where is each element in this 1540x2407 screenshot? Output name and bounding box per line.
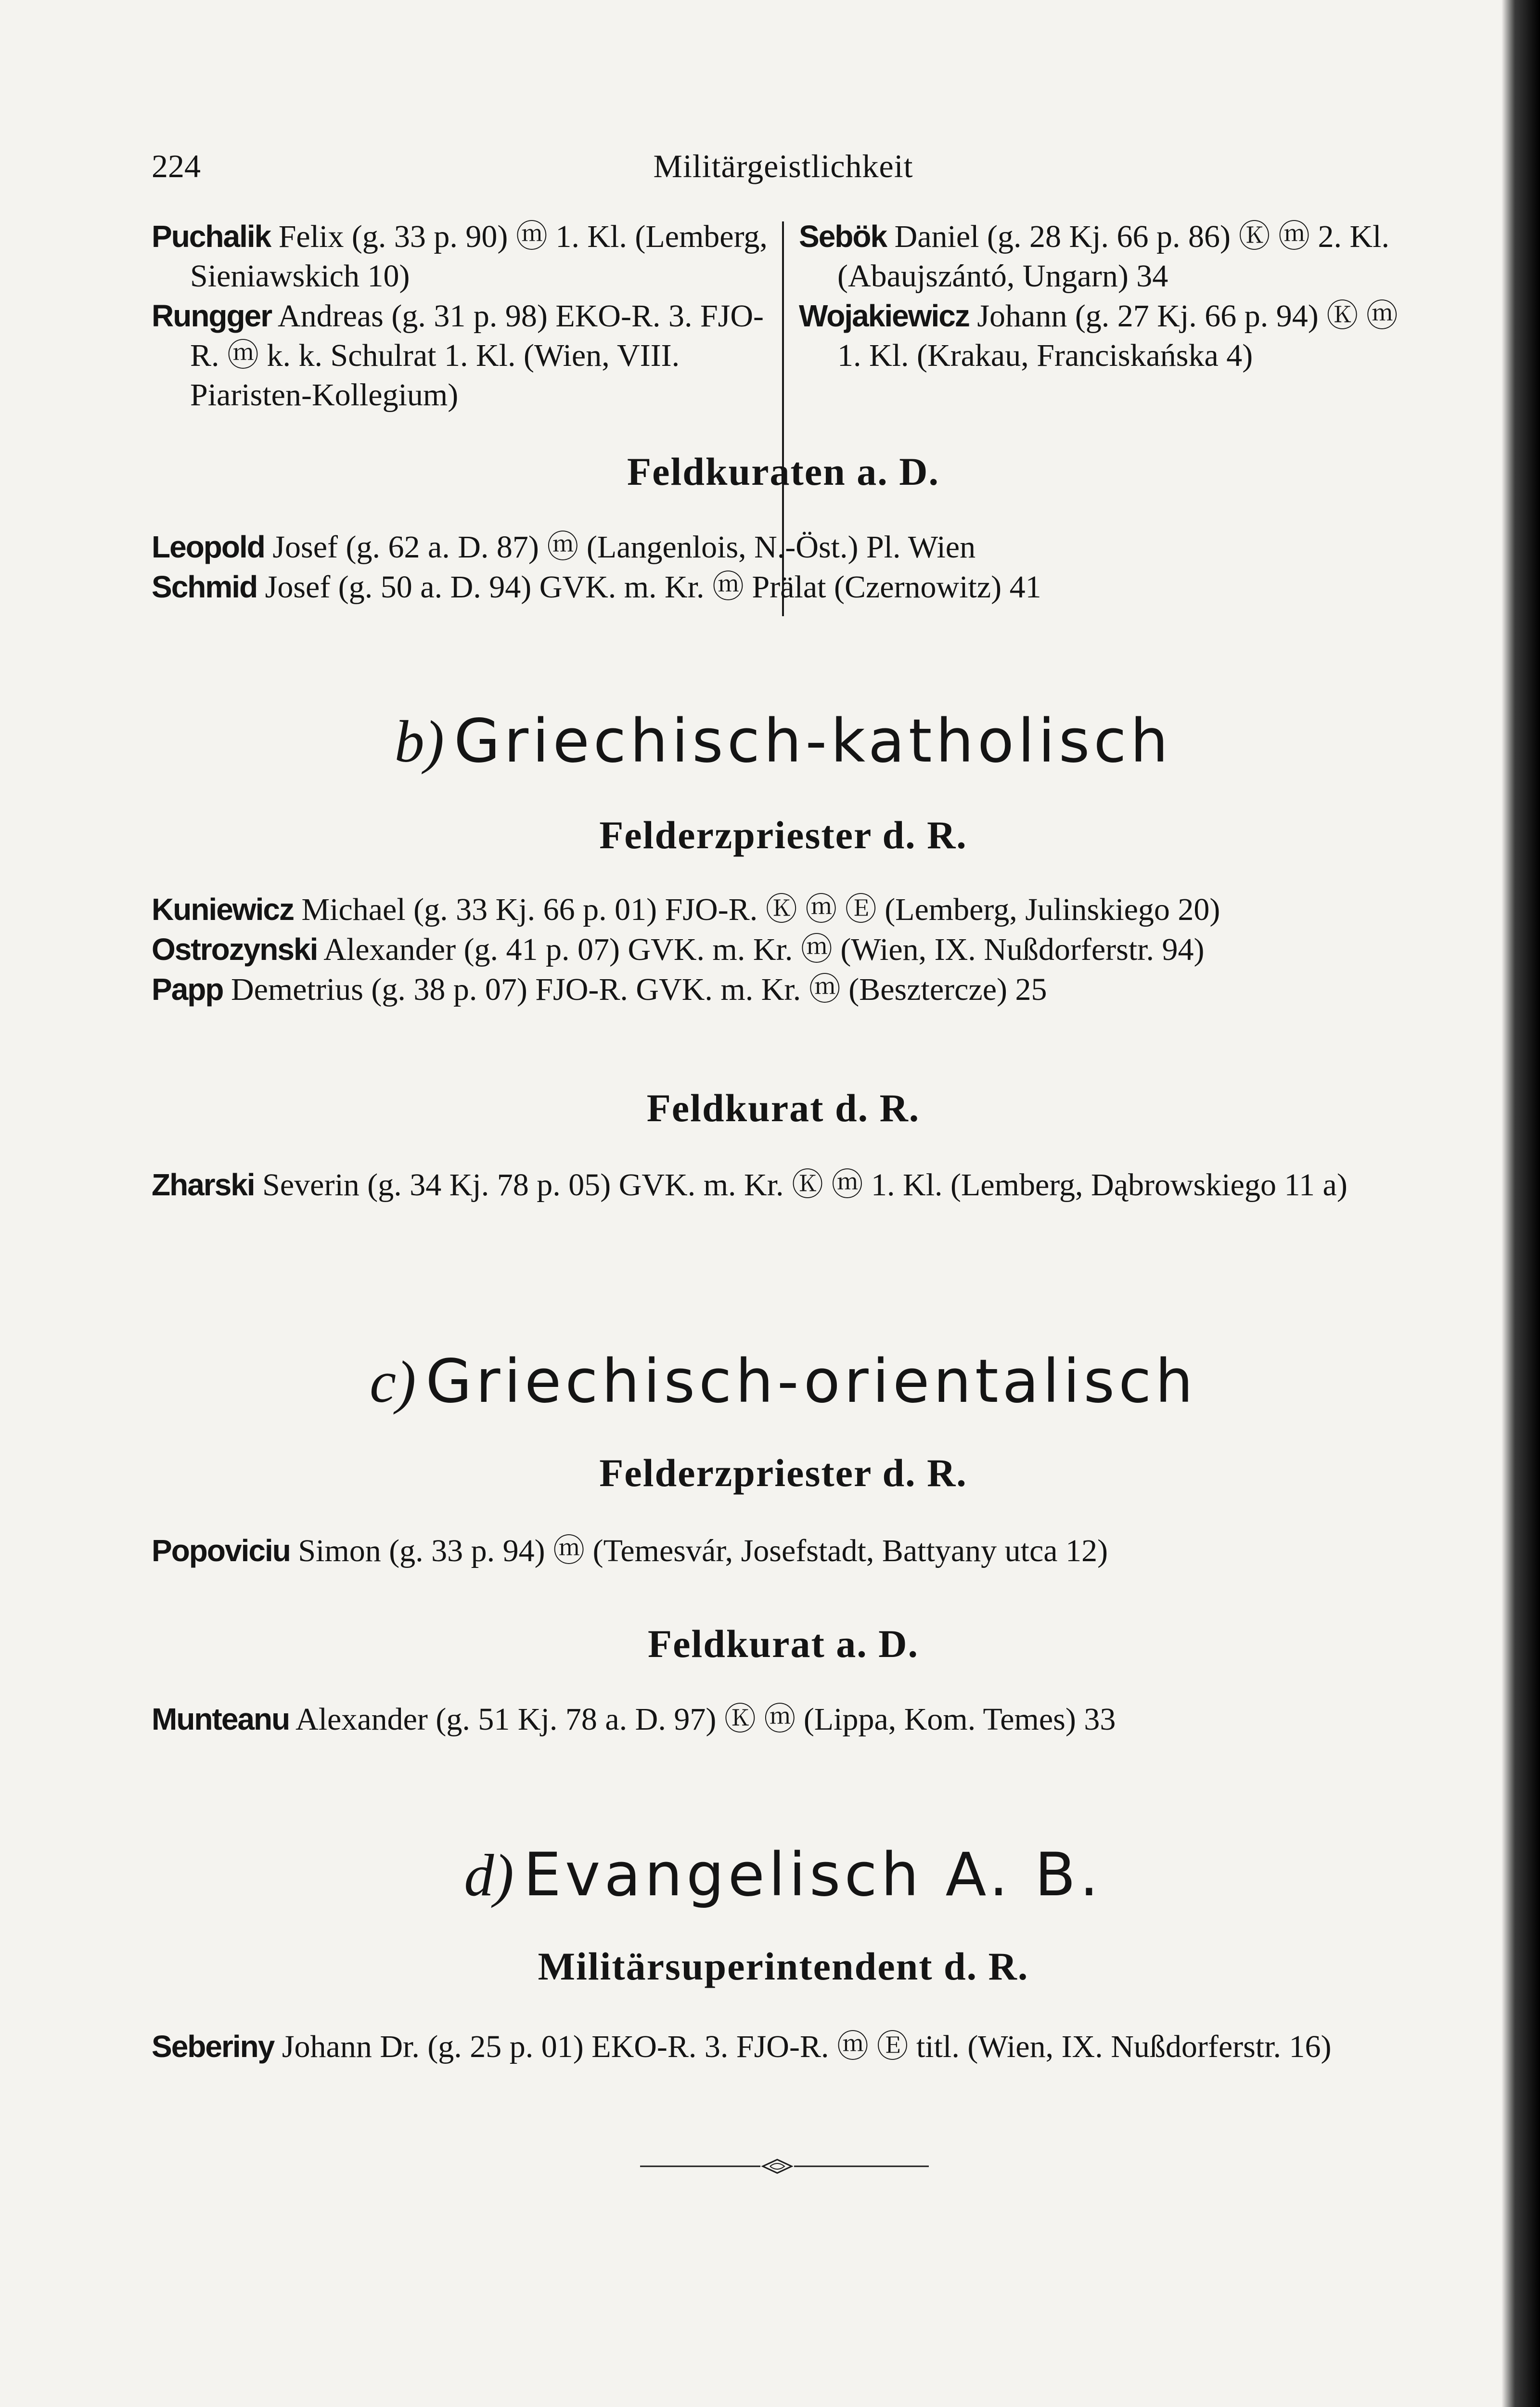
section-title: Griechisch-orientalisch (425, 1347, 1197, 1416)
entry-text: Johann (g. 27 Kj. 66 p. 94) Ⓚ ⓜ 1. Kl. (Krakau, Franciskańska 4) (837, 298, 1398, 373)
entry-leopold (152, 527, 1415, 567)
entry-zharski (152, 1165, 1415, 1205)
entry-kuniewicz (152, 890, 1415, 930)
entry-name: Munteanu (152, 1702, 290, 1736)
entry-text: Daniel (g. 28 Kj. 66 p. 86) Ⓚ ⓜ 2. Kl. (Abaujszántó, Ungarn) 34 (837, 219, 1389, 294)
c-felderzpriester-list (152, 1531, 1415, 1571)
entry-wojakiewicz (799, 296, 1415, 375)
entry-text: Demetrius (g. 38 p. 07) FJO-R. GVK. m. Kr. ⓜ (Besztercze) 25 (231, 972, 1047, 1007)
b-feldkurat-list (152, 1165, 1415, 1205)
page-number: 224 (152, 148, 201, 184)
entry-seberiny (152, 2027, 1415, 2067)
entry-papp (152, 970, 1415, 1009)
page-edge-shadow (1502, 0, 1540, 2407)
heading-d-superintendent: Militärsuperintendent d. R. (538, 1944, 1029, 1988)
entry-munteanu (152, 1699, 1415, 1739)
section-title: Evangelisch A. B. (523, 1840, 1103, 1910)
entry-name: Zharski (152, 1167, 255, 1202)
entry-popoviciu (152, 1531, 1415, 1571)
section-letter: c) (370, 1349, 416, 1415)
running-title: Militärgeistlichkeit (653, 148, 913, 184)
entry-name: Popoviciu (152, 1533, 290, 1568)
entry-text: Alexander (g. 41 p. 07) GVK. m. Kr. ⓜ (Wien, IX. Nußdorferstr. 94) (323, 932, 1205, 967)
section-letter: d) (464, 1842, 514, 1908)
entry-name: Leopold (152, 530, 265, 564)
entry-name: Sebök (799, 219, 887, 254)
feldkuraten-ad-list (152, 527, 1415, 607)
entry-schmid (152, 567, 1415, 607)
two-column-block (152, 217, 1415, 413)
section-title: Griechisch-katholisch (454, 707, 1172, 776)
section-title-c (152, 1348, 1415, 1416)
section-title-d (152, 1841, 1415, 1909)
section-letter: b) (394, 709, 445, 775)
page-header (152, 144, 1415, 188)
entry-text: Josef (g. 50 a. D. 94) GVK. m. Kr. ⓜ Prälat (Czernowitz) 41 (265, 569, 1041, 605)
d-superintendent-list (152, 2027, 1415, 2067)
heading-c-felderzpriester: Felderzpriester d. R. (599, 1451, 967, 1495)
entry-name: Ostrozynski (152, 932, 318, 967)
entry-name: Schmid (152, 569, 257, 604)
entry-name: Puchalik (152, 219, 271, 254)
entry-name: Wojakiewicz (799, 298, 969, 333)
entry-sebok (799, 217, 1415, 296)
entry-rungger (152, 296, 772, 415)
entry-name: Papp (152, 972, 223, 1007)
entry-puchalik (152, 217, 772, 296)
entry-name: Kuniewicz (152, 892, 294, 927)
entry-text: Alexander (g. 51 Kj. 78 a. D. 97) Ⓚ ⓜ (Lippa, Kom. Temes) 33 (295, 1702, 1116, 1737)
c-feldkurat-list (152, 1699, 1415, 1739)
entry-text: Josef (g. 62 a. D. 87) ⓜ (Langenlois, N.-Öst.) Pl. Wien (272, 530, 976, 565)
heading-b-felderzpriester: Felderzpriester d. R. (599, 813, 967, 857)
end-ornament-icon (640, 2157, 929, 2176)
entry-name: Seberiny (152, 2029, 274, 2064)
heading-b-feldkurat: Feldkurat d. R. (646, 1086, 920, 1130)
left-column (152, 217, 772, 415)
heading-c-feldkurat: Feldkurat a. D. (648, 1622, 919, 1666)
heading-feldkuraten-ad: Feldkuraten a. D. (627, 450, 939, 493)
entry-text: Andreas (g. 31 p. 98) EKO-R. 3. FJO-R. ⓜ k. k. Schulrat 1. Kl. (Wien, VIII. Piaristen-Kollegium) (190, 298, 764, 413)
entry-text: Johann Dr. (g. 25 p. 01) EKO-R. 3. FJO-R. ⓜ Ⓔ titl. (Wien, IX. Nußdorferstr. 16) (282, 2029, 1332, 2064)
entry-text: Michael (g. 33 Kj. 66 p. 01) FJO-R. Ⓚ ⓜ Ⓔ (Lemberg, Julinskiego 20) (301, 892, 1220, 927)
b-felderzpriester-list (152, 890, 1415, 1009)
right-column (799, 217, 1415, 375)
entry-text: Severin (g. 34 Kj. 78 p. 05) GVK. m. Kr. Ⓚ ⓜ 1. Kl. (Lemberg, Dąbrowskiego 11 a) (262, 1167, 1348, 1203)
entry-text: Simon (g. 33 p. 94) ⓜ (Temesvár, Josefstadt, Battyany utca 12) (298, 1533, 1108, 1568)
entry-text: Felix (g. 33 p. 90) ⓜ 1. Kl. (Lemberg, Sieniawskich 10) (190, 219, 768, 294)
section-title-b (152, 708, 1415, 776)
entry-name: Rungger (152, 298, 272, 333)
entry-ostrozynski (152, 930, 1415, 970)
